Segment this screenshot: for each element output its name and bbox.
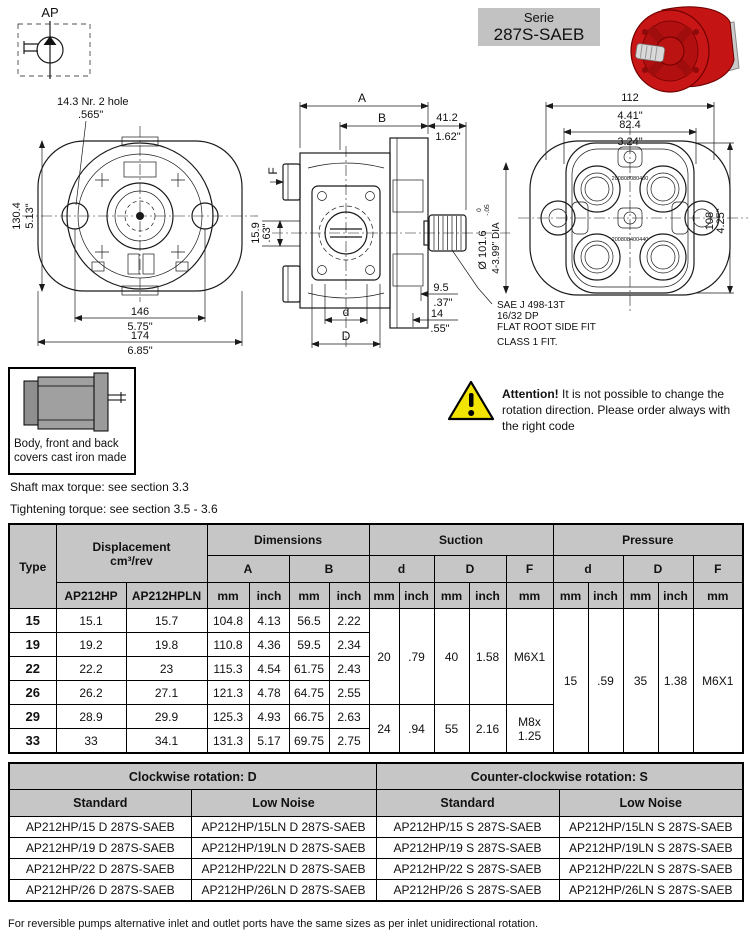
header-suction: Suction	[369, 524, 553, 556]
order-row	[9, 880, 743, 902]
cell-hpln: 27.1	[126, 681, 207, 705]
side-dim-b: B	[377, 111, 387, 125]
header-displacement-line2: cm³/rev	[110, 553, 153, 568]
header-unit: inch	[329, 583, 369, 609]
side-key2-mm: 14	[430, 308, 444, 320]
cell-hp: 33	[56, 729, 126, 754]
cell-hpln: 15.7	[126, 609, 207, 633]
header-displacement-line1: Displacement	[92, 539, 171, 554]
shaft-torque-note: Shaft max torque: see section 3.3	[10, 480, 189, 494]
cell-type: 33	[9, 729, 56, 754]
cell-a-mm: 115.3	[207, 657, 249, 681]
cell-hpln: 23	[126, 657, 207, 681]
cell-b-mm: 64.75	[289, 681, 329, 705]
header-dim-b: B	[289, 556, 369, 583]
cell-pressure-d-mm: 15	[553, 609, 588, 754]
attention-title: Attention!	[502, 387, 559, 401]
side-dim-a: A	[357, 91, 367, 105]
header-type: Type	[9, 524, 56, 609]
part-number: AP212HP/26 D 287S-SAEB	[9, 880, 191, 902]
header-dim-a: A	[207, 556, 289, 583]
side-port-mm: 15.9	[250, 222, 262, 244]
back-height-in: 4.25"	[715, 208, 727, 234]
side-len-in: 1.62"	[435, 131, 461, 143]
front-width1-in: 5.75"	[127, 321, 153, 333]
order-row	[9, 817, 743, 838]
header-pressure-d: d	[553, 556, 623, 583]
front-view-drawing	[11, 96, 258, 357]
cell-b-in: 2.43	[329, 657, 369, 681]
side-view-drawing	[250, 91, 596, 350]
header-suction-d: d	[369, 556, 434, 583]
cell-type: 29	[9, 705, 56, 729]
header-cw-standard: Standard	[9, 790, 191, 817]
header-unit: mm	[289, 583, 329, 609]
header-displacement	[56, 524, 207, 583]
cell-suction-d-in: .94	[399, 705, 434, 754]
side-dim-d-small: d	[342, 305, 350, 319]
header-unit: inch	[249, 583, 289, 609]
pump-schematic-symbol	[10, 4, 102, 86]
series-code: 287S-SAEB	[493, 25, 585, 44]
cast-iron-drawing	[10, 369, 130, 433]
front-height-mm: 130.4	[11, 202, 23, 230]
cell-pressure-f: M6X1	[693, 609, 743, 754]
header-unit: inch	[469, 583, 506, 609]
cell-suction-f	[506, 705, 553, 754]
cell-suction-D-in: 1.58	[469, 609, 506, 705]
front-width2-mm: 174	[130, 330, 150, 342]
cell-a-mm: 125.3	[207, 705, 249, 729]
back-part-code-1: 200808080400	[611, 176, 649, 182]
part-number: AP212HP/15LN S 287S-SAEB	[559, 817, 743, 838]
header-cw-low-noise: Low Noise	[191, 790, 376, 817]
cell-type: 15	[9, 609, 56, 633]
part-number: AP212HP/19LN D 287S-SAEB	[191, 838, 376, 859]
back-width1-in: 4.41"	[617, 110, 643, 122]
cell-suction-f-line1: M8x	[518, 714, 541, 729]
part-number: AP212HP/19LN S 287S-SAEB	[559, 838, 743, 859]
cast-iron-flange	[94, 373, 108, 431]
back-width2-in: 3.24"	[617, 136, 643, 148]
side-key2-in: .55"	[430, 323, 450, 335]
cell-suction-D-mm: 55	[434, 705, 469, 754]
cell-hp: 15.1	[56, 609, 126, 633]
cell-a-in: 4.13	[249, 609, 289, 633]
cell-b-in: 2.22	[329, 609, 369, 633]
cell-type: 26	[9, 681, 56, 705]
cell-pressure-D-mm: 35	[623, 609, 658, 754]
side-shaft-dia-in: 4-3.99" DIA	[491, 222, 502, 274]
cast-iron-shaft	[108, 392, 126, 403]
part-number: AP212HP/15 D 287S-SAEB	[9, 817, 191, 838]
cast-iron-caption-line1: Body, front and back	[14, 438, 119, 450]
cell-hp: 19.2	[56, 633, 126, 657]
header-unit: mm	[506, 583, 553, 609]
front-width1-mm: 146	[130, 306, 150, 318]
cell-type: 19	[9, 633, 56, 657]
cell-b-mm: 61.75	[289, 657, 329, 681]
side-sae-note-3: FLAT ROOT SIDE FIT	[497, 322, 596, 333]
part-number: AP212HP/22 D 287S-SAEB	[9, 859, 191, 880]
cell-suction-D-in: 2.16	[469, 705, 506, 754]
cell-a-mm: 110.8	[207, 633, 249, 657]
part-number: AP212HP/19 D 287S-SAEB	[9, 838, 191, 859]
header-clockwise: Clockwise rotation: D	[9, 763, 376, 790]
cell-hpln: 29.9	[126, 705, 207, 729]
cell-hp: 28.9	[56, 705, 126, 729]
header-suction-f: F	[506, 556, 553, 583]
specification-table	[8, 523, 744, 754]
cell-b-mm: 56.5	[289, 609, 329, 633]
part-number: AP212HP/22LN S 287S-SAEB	[559, 859, 743, 880]
header-unit: inch	[588, 583, 623, 609]
attention-note	[502, 386, 750, 435]
part-number: AP212HP/26 S 287S-SAEB	[376, 880, 559, 902]
header-unit: mm	[553, 583, 588, 609]
cell-a-in: 4.54	[249, 657, 289, 681]
symbol-ap-label: AP	[41, 5, 59, 20]
cell-a-in: 5.17	[249, 729, 289, 754]
back-view-drawing	[518, 92, 748, 314]
header-unit: inch	[658, 583, 693, 609]
side-shaft-tol-bot: -.05	[484, 204, 491, 216]
side-len-mm: 41.2	[436, 112, 458, 124]
cell-a-in: 4.36	[249, 633, 289, 657]
attention-body: It is not possible to change the rotation direction. Please order always with the right code	[502, 387, 731, 434]
symbol-shaft-glyph	[24, 41, 38, 54]
header-unit: mm	[693, 583, 743, 609]
cast-iron-caption-line2: covers cast iron made	[14, 451, 127, 464]
part-number: AP212HP/19 S 287S-SAEB	[376, 838, 559, 859]
side-dim-f: F	[266, 167, 280, 175]
header-ap212hp: AP212HP	[56, 583, 126, 609]
cell-suction-d-in: .79	[399, 609, 434, 705]
part-number: AP212HP/26LN S 287S-SAEB	[559, 880, 743, 902]
cast-iron-figure	[8, 367, 136, 475]
cell-suction-d-mm: 20	[369, 609, 399, 705]
side-port-in: .63"	[261, 223, 273, 243]
side-dim-d-big: D	[341, 329, 351, 343]
side-sae-note-4: CLASS 1 FIT.	[497, 337, 558, 348]
side-shaft-tol-top: 0	[476, 208, 483, 212]
symbol-dashed-box	[18, 24, 90, 76]
cell-pressure-d-in: .59	[588, 609, 623, 754]
cell-suction-f-line2: 1.25	[517, 728, 542, 743]
warning-triangle-icon	[447, 380, 495, 422]
footer-note: For reversible pumps alternative inlet and outlet ports have the same sizes as per inlet unidirectional rotation.	[8, 918, 539, 930]
part-number: AP212HP/15LN D 287S-SAEB	[191, 817, 376, 838]
cell-type: 22	[9, 657, 56, 681]
cell-b-mm: 66.75	[289, 705, 329, 729]
cell-suction-d-mm: 24	[369, 705, 399, 754]
part-number: AP212HP/22 S 287S-SAEB	[376, 859, 559, 880]
cell-hpln: 19.8	[126, 633, 207, 657]
front-hole-note-2: .565"	[78, 109, 104, 121]
cell-suction-D-mm: 40	[434, 609, 469, 705]
cell-b-in: 2.55	[329, 681, 369, 705]
cell-hpln: 34.1	[126, 729, 207, 754]
header-pressure: Pressure	[553, 524, 743, 556]
side-sae-note-1: SAE J 498-13T	[497, 300, 565, 311]
ordering-code-table	[8, 762, 744, 902]
front-width2-in: 6.85"	[127, 345, 153, 357]
cell-b-mm: 59.5	[289, 633, 329, 657]
side-sae-note-2: 16/32 DP	[497, 311, 539, 322]
order-row	[9, 859, 743, 880]
part-number: AP212HP/22LN D 287S-SAEB	[191, 859, 376, 880]
header-counter-clockwise: Counter-clockwise rotation: S	[376, 763, 743, 790]
cell-a-mm: 131.3	[207, 729, 249, 754]
front-height-in: 5.13"	[24, 203, 36, 229]
header-suction-D: D	[434, 556, 506, 583]
part-number: AP212HP/26LN D 287S-SAEB	[191, 880, 376, 902]
cast-iron-body	[38, 377, 94, 429]
pump-photo-rendering	[631, 7, 739, 92]
cell-b-in: 2.75	[329, 729, 369, 754]
series-label: Serie	[523, 10, 555, 25]
header-ccw-low-noise: Low Noise	[559, 790, 743, 817]
product-photo	[612, 2, 748, 98]
cell-a-mm: 121.3	[207, 681, 249, 705]
cell-hp: 26.2	[56, 681, 126, 705]
cell-hp: 22.2	[56, 657, 126, 681]
side-key1-mm: 9.5	[433, 282, 449, 294]
back-width2-mm: 82.4	[619, 119, 641, 131]
header-pressure-D: D	[623, 556, 693, 583]
header-unit: inch	[399, 583, 434, 609]
series-header	[478, 8, 600, 46]
cell-b-in: 2.34	[329, 633, 369, 657]
back-width1-mm: 112	[621, 92, 639, 104]
header-unit: mm	[369, 583, 399, 609]
front-hole-note-1: 14.3 Nr. 2 hole	[57, 96, 129, 108]
header-ap212hpln: AP212HPLN	[126, 583, 207, 609]
technical-drawings	[0, 88, 750, 366]
side-key1-in: .37"	[433, 297, 453, 309]
back-height-mm: 108	[704, 211, 716, 231]
header-unit: mm	[207, 583, 249, 609]
tightening-torque-note: Tightening torque: see section 3.5 - 3.6	[10, 502, 218, 516]
header-pressure-f: F	[693, 556, 743, 583]
header-unit: mm	[623, 583, 658, 609]
cell-a-in: 4.93	[249, 705, 289, 729]
cell-a-in: 4.78	[249, 681, 289, 705]
header-ccw-standard: Standard	[376, 790, 559, 817]
cell-pressure-D-in: 1.38	[658, 609, 693, 754]
cell-b-mm: 69.75	[289, 729, 329, 754]
header-dimensions: Dimensions	[207, 524, 369, 556]
cell-a-mm: 104.8	[207, 609, 249, 633]
side-shaft-dia-mm: Ø 101.6	[477, 230, 489, 270]
back-part-code-2: 200808400440	[611, 237, 649, 243]
part-number: AP212HP/15 S 287S-SAEB	[376, 817, 559, 838]
header-unit: mm	[434, 583, 469, 609]
cell-b-in: 2.63	[329, 705, 369, 729]
cell-suction-f: M6X1	[506, 609, 553, 705]
order-row	[9, 838, 743, 859]
table-row	[9, 609, 743, 633]
